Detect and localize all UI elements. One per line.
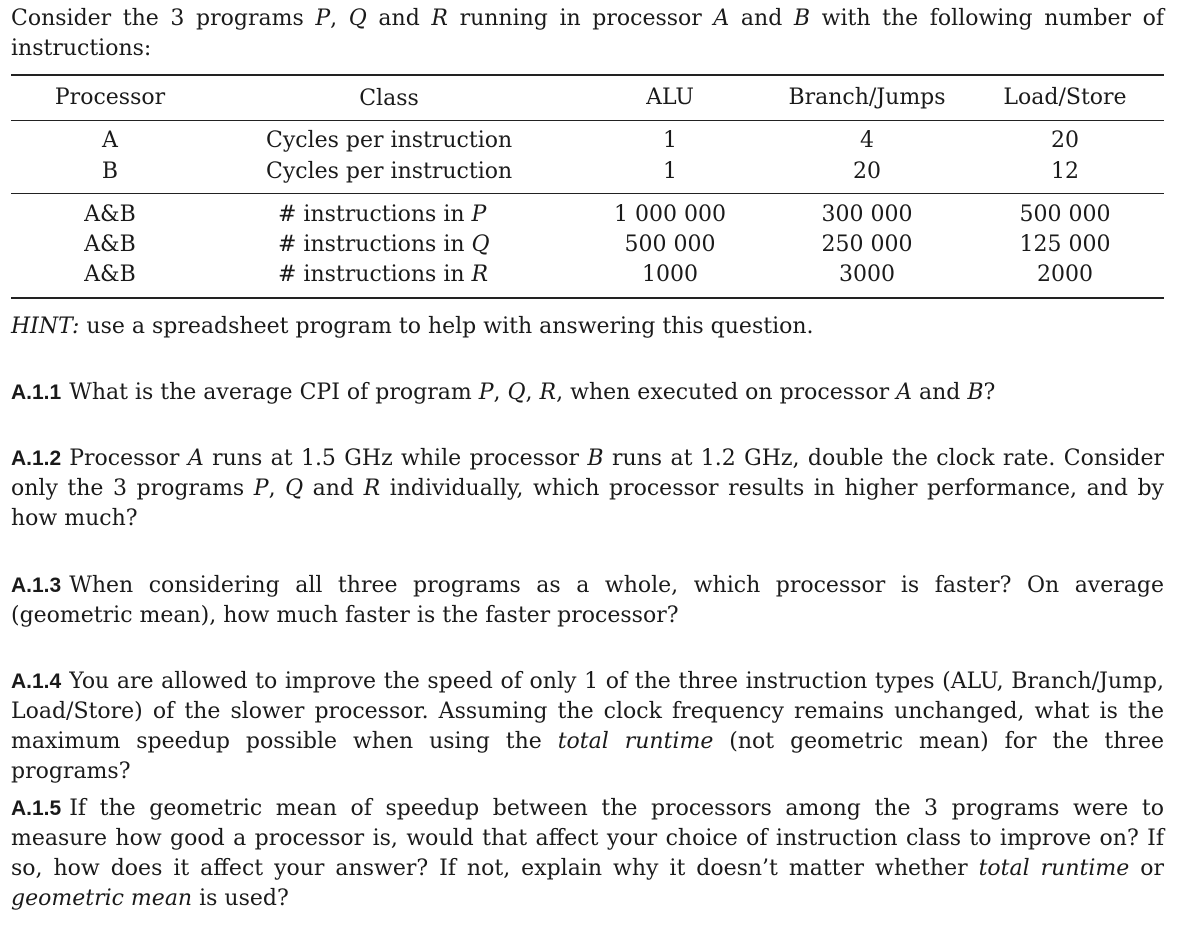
cell-alu: 500 000 [624,232,716,257]
cell-alu: 1 000 000 [614,202,726,227]
question-text: and [911,380,968,405]
question-label: A.1.5 [11,797,62,820]
header-processor: Processor [54,85,166,110]
cell-loadstore: 125 000 [1019,232,1111,257]
intro-text: with the following number of instructions: [11,6,1165,61]
question-label: A.1.2 [11,447,62,470]
question-a-1-1 [11,378,1164,408]
hint-label: HINT: [11,314,80,339]
program-p: P [253,476,269,501]
header-branch: Branch/Jumps [788,85,946,110]
cell-alu: 1 [663,159,677,184]
hint-text: use a spreadsheet program to help with answering this question. [79,314,814,339]
program-p: P [315,6,331,31]
cell-alu: 1 [663,128,677,153]
cell-loadstore: 500 000 [1019,202,1111,227]
question-a-1-4 [11,667,1164,787]
question-text: , [268,476,286,501]
cell-processor: A&B [84,262,136,287]
question-a-1-5 [11,794,1164,914]
question-label: A.1.4 [11,670,62,693]
cell-branch: 20 [853,159,881,184]
cell-branch: 300 000 [821,202,913,227]
program-q: Q [471,232,490,257]
table-mid-rule [11,193,1164,194]
question-text: runs at 1.2 GHz, double the clock rate. Consider only the 3 programs [11,446,1164,501]
program-r: R [539,380,557,405]
header-class: Class [359,86,419,111]
cell-branch: 250 000 [821,232,913,257]
intro-text: and [729,6,794,31]
intro-text: , [330,6,349,31]
cell-class: Cycles per instruction [266,128,513,153]
intro-paragraph [11,4,1164,64]
processor-b: B [793,6,811,31]
processor-b: B [587,446,604,471]
class-prefix: # instructions in [278,232,472,257]
table-bottom-rule [11,297,1164,299]
table-top-rule [11,74,1164,76]
program-p: P [478,380,494,405]
question-text: and [303,476,364,501]
emphasis-total-runtime: total runtime [978,856,1130,881]
question-text: (not geometric mean) for the three programs? [11,729,1164,784]
question-text: , [525,380,540,405]
hint-paragraph [11,312,1164,342]
question-a-1-3 [11,571,1164,631]
question-text: You are allowed to improve the speed of only 1 of the three instruction types (ALU, Branch/Jump, Load/Store) of the slower processor. Assuming the clock frequency remains unchanged, what is the maximum speedup possible when using the [11,669,1164,754]
intro-text: running in processor [447,6,714,31]
processor-b: B [967,380,984,405]
cell-alu: 1000 [642,262,698,287]
question-label: A.1.1 [11,381,62,404]
program-q: Q [285,476,304,501]
cell-class [278,260,488,290]
question-text: , [493,380,508,405]
header-alu: ALU [646,85,694,110]
intro-text: Consider the 3 programs [11,6,316,31]
question-text: or [1129,856,1164,881]
intro-text: and [366,6,432,31]
header-loadstore: Load/Store [1003,85,1127,110]
emphasis-total-runtime: total runtime [557,729,714,754]
cell-class [278,200,486,230]
program-r: R [363,476,381,501]
question-text: When considering all three programs as a whole, which processor is faster? On average (geometric mean), how much faster is the faster processor? [11,573,1164,628]
table-header-rule [11,120,1164,121]
question-text: ? [983,380,996,405]
program-q: Q [348,6,367,31]
cell-processor: A&B [84,232,136,257]
processor-a: A [187,446,204,471]
question-text: If the geometric mean of speedup between the processors among the 3 programs were to measure how good a processor is, would that affect your choice of instruction class to improve on? If so, how does it affect your answer? If not, explain why it doesn’t matter whether [11,796,1164,881]
cell-branch: 3000 [839,262,895,287]
emphasis-geometric-mean: geometric mean [11,886,193,911]
program-r: R [471,262,489,287]
cell-processor: A&B [84,202,136,227]
cell-class [278,230,490,260]
processor-a: A [896,380,912,405]
question-label: A.1.3 [11,574,62,597]
question-text: individually, which processor results in higher performance, and by how much? [11,476,1164,531]
cell-loadstore: 2000 [1037,262,1093,287]
cell-class: Cycles per instruction [266,159,513,184]
cell-processor: A [102,128,118,153]
class-prefix: # instructions in [278,202,472,227]
question-a-1-2 [11,444,1164,534]
cell-loadstore: 20 [1051,128,1079,153]
program-p: P [471,202,487,227]
class-prefix: # instructions in [278,262,472,287]
question-text: , when executed on processor [556,380,897,405]
question-text: Processor [69,446,188,471]
cell-branch: 4 [860,128,874,153]
question-text: runs at 1.5 GHz while processor [203,446,588,471]
program-r: R [431,6,448,31]
program-q: Q [507,380,526,405]
cell-processor: B [101,159,119,184]
question-text: What is the average CPI of program [69,380,479,405]
cell-loadstore: 12 [1051,159,1079,184]
question-text: is used? [192,886,289,911]
processor-a: A [713,6,730,31]
